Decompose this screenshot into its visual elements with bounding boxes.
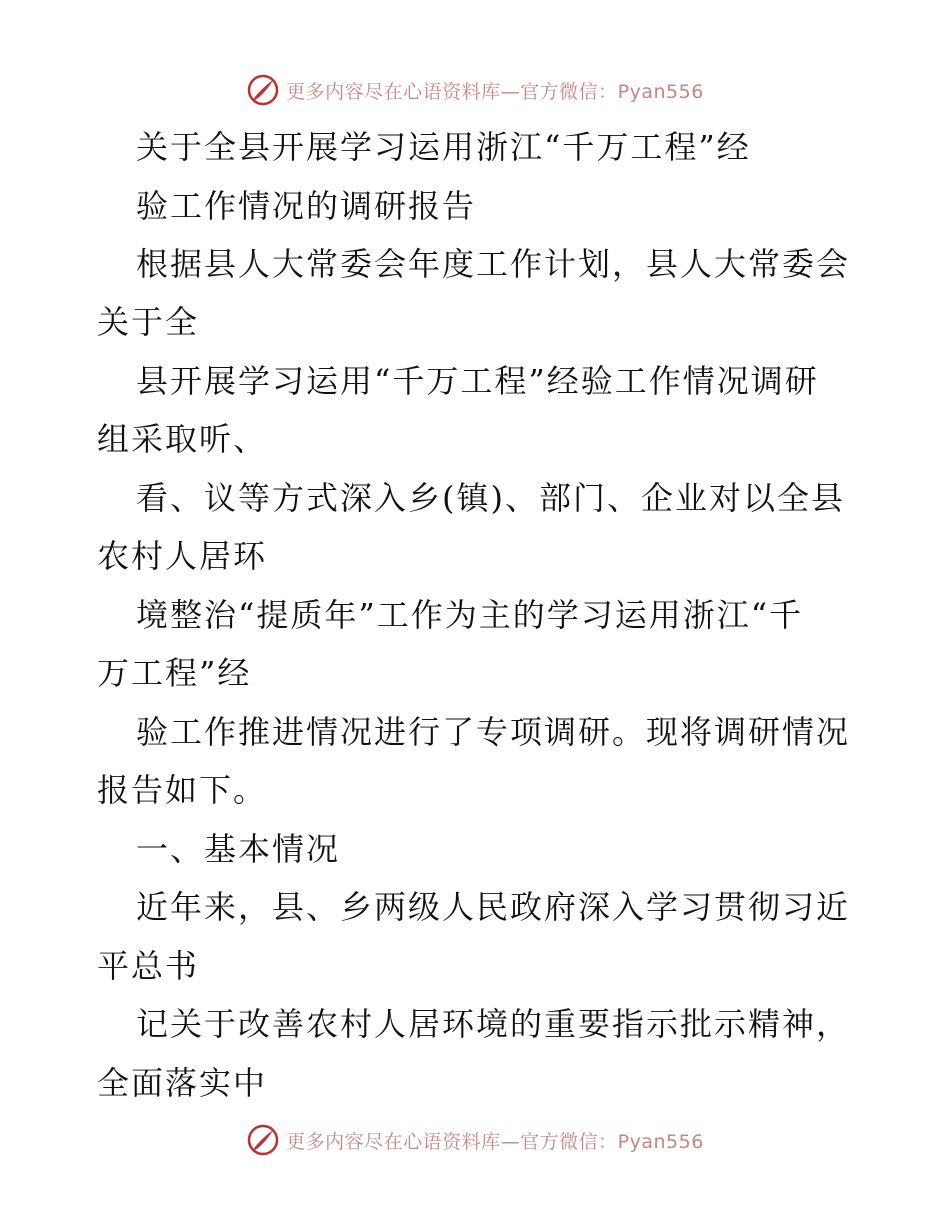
paragraph-line: 报告如下。 bbox=[97, 771, 268, 809]
paragraph-line: 平总书 bbox=[97, 947, 200, 985]
paragraph-line: 近年来，县、乡两级人民政府深入学习贯彻习近 bbox=[136, 888, 851, 926]
header-watermark bbox=[0, 70, 950, 110]
paragraph-line: 看、议等方式深入乡(镇)、部门、企业对以全县 bbox=[136, 479, 845, 517]
paragraph-line: 全面落实中 bbox=[97, 1064, 268, 1102]
watermark-text: 更多内容尽在心语资料库—官方微信：Pyan556 bbox=[286, 80, 704, 103]
paragraph-line: 万工程”经 bbox=[97, 654, 252, 692]
paragraph-line: 关于全 bbox=[97, 303, 200, 341]
paragraph-line: 记关于改善农村人居环境的重要指示批示精神， bbox=[136, 1005, 851, 1043]
paragraph-line: 组采取听、 bbox=[97, 420, 268, 458]
paragraph-line: 农村人居环 bbox=[97, 537, 268, 575]
watermark-text: 更多内容尽在心语资料库—官方微信：Pyan556 bbox=[286, 1130, 704, 1153]
paragraph-line: 境整治“提质年”工作为主的学习运用浙江“千 bbox=[136, 596, 804, 634]
title-line-2: 验工作情况的调研报告 bbox=[136, 187, 477, 225]
paragraph-line: 验工作推进情况进行了专项调研。现将调研情况 bbox=[136, 713, 851, 751]
quill-logo-icon bbox=[246, 1123, 280, 1157]
paragraph-line: 县开展学习运用“千万工程”经验工作情况调研 bbox=[136, 362, 819, 400]
section-heading: 一、基本情况 bbox=[136, 830, 341, 868]
quill-logo-icon bbox=[246, 73, 280, 107]
paragraph-line: 根据县人大常委会年度工作计划，县人大常委会 bbox=[136, 245, 851, 283]
title-line-1: 关于全县开展学习运用浙江“千万工程”经 bbox=[136, 128, 751, 166]
footer-watermark bbox=[0, 1120, 950, 1160]
